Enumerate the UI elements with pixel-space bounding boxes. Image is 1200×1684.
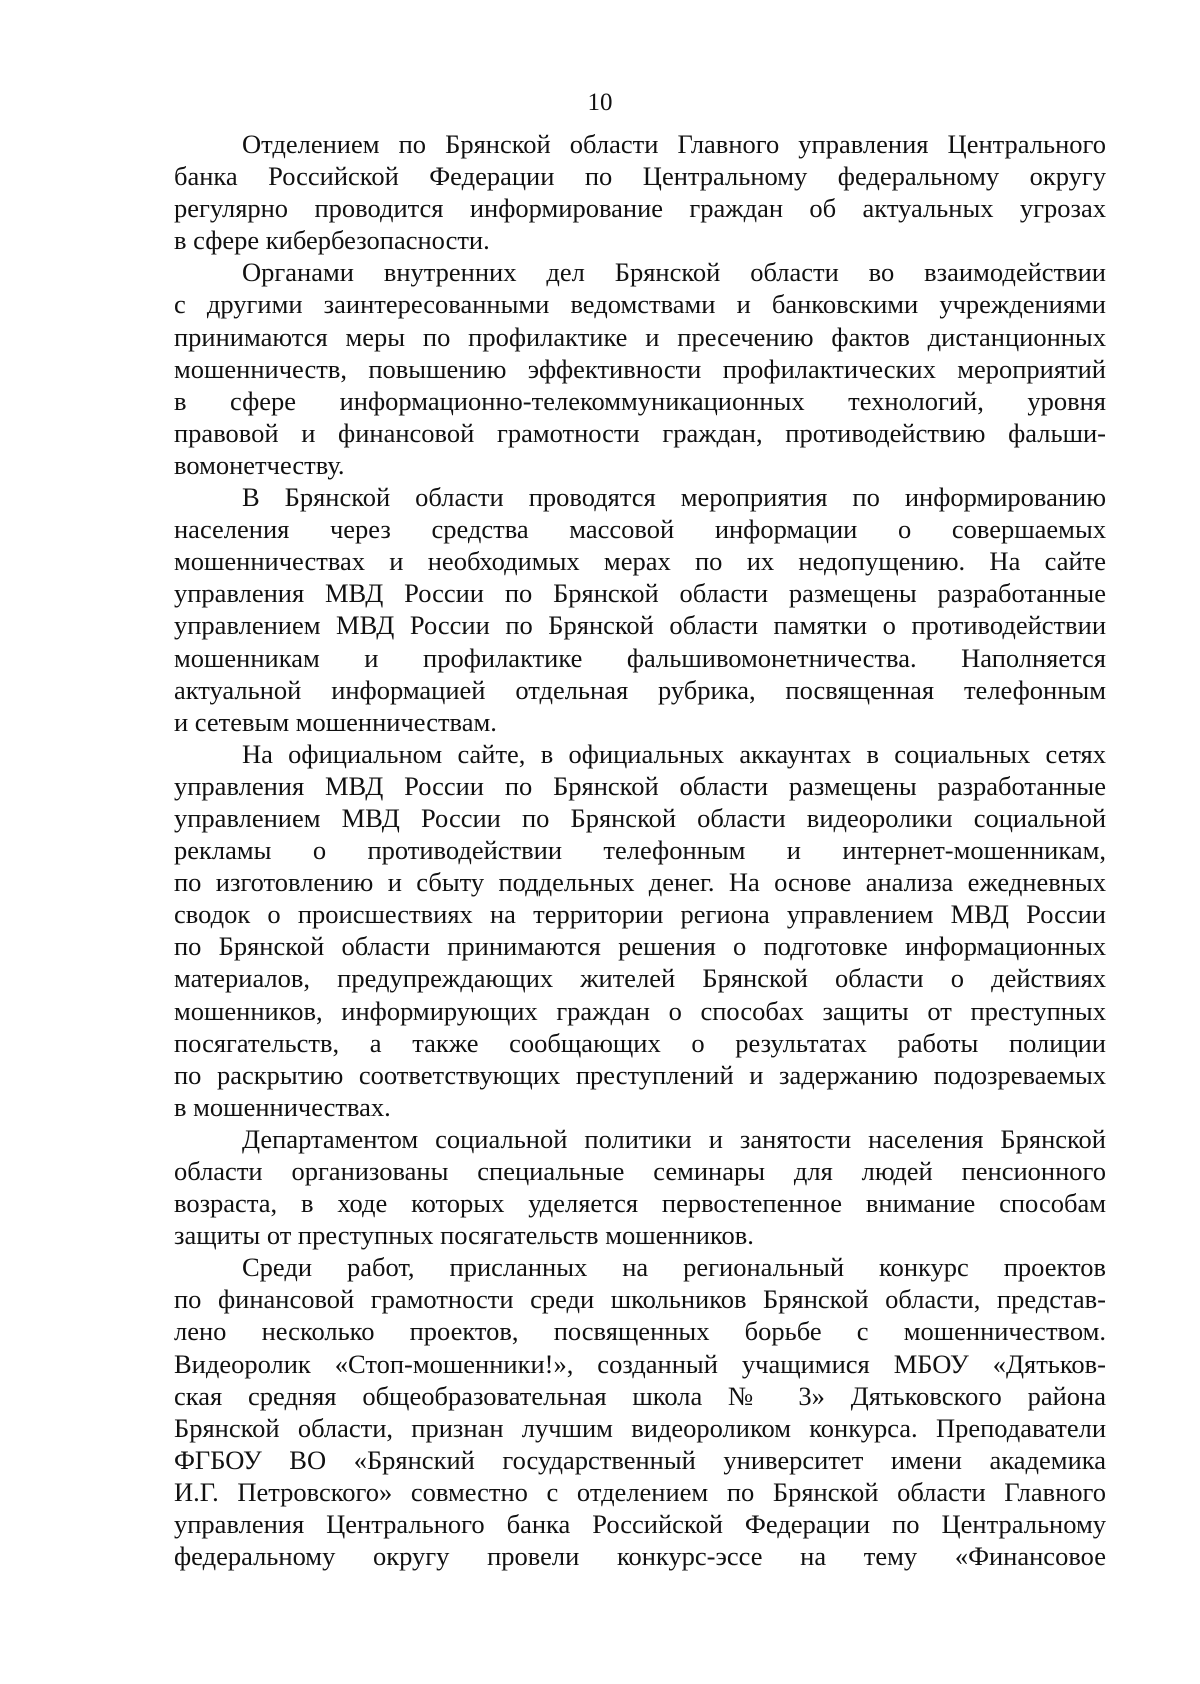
text-line: в сфере информационно-телекоммуникационных технологий, уровня	[174, 385, 1106, 416]
text-line: посягательств, а также сообщающих о результатах работы полиции	[174, 1027, 1106, 1058]
page-number: 10	[587, 89, 613, 116]
text-line: Департаментом социальной политики и занятости населения Брянской	[242, 1123, 1106, 1154]
text-line: мошенников, информирующих граждан о способах защиты от преступных	[174, 995, 1106, 1026]
text-line: принимаются меры по профилактике и пресечению фактов дистанционных	[174, 321, 1106, 352]
text-line: правовой и финансовой грамотности граждан, противодействию фальши-	[174, 417, 1106, 448]
text-line: управления МВД России по Брянской области размещены разработанные	[174, 770, 1106, 801]
text-line: Видеоролик «Стоп-мошенники!», созданный учащимися МБОУ «Дятьков-	[174, 1348, 1106, 1379]
paragraph	[174, 1251, 1106, 1572]
text-line: по изготовлению и сбыту поддельных денег. На основе анализа ежедневных	[174, 867, 1106, 898]
document-body	[174, 128, 1106, 1572]
text-line: по раскрытию соответствующих преступлений и задержанию подозреваемых	[174, 1059, 1106, 1090]
text-line: ская средняя общеобразовательная школа № 3» Дятьковского района	[174, 1380, 1106, 1411]
text-line: актуальной информацией отдельная рубрика, посвященная телефонным	[174, 674, 1106, 705]
text-line: управлением МВД России по Брянской области памятки о противодействии	[174, 610, 1106, 641]
text-line: возраста, в ходе которых уделяется первостепенное внимание способам	[174, 1188, 1106, 1219]
text-line: банка Российской Федерации по Центральному федеральному округу	[174, 161, 1106, 192]
text-line: материалов, предупреждающих жителей Брянской области о действиях	[174, 963, 1106, 994]
text-line: управления МВД России по Брянской области размещены разработанные	[174, 578, 1106, 609]
text-line: рекламы о противодействии телефонным и интернет-мошенникам,	[174, 835, 1106, 866]
text-line: населения через средства массовой информации о совершаемых	[174, 514, 1106, 545]
text-line: мошенникам и профилактике фальшивомонетничества. Наполняется	[174, 642, 1106, 673]
text-line: защиты от преступных посягательств мошенников.	[174, 1220, 754, 1251]
text-line: и сетевым мошенничествам.	[174, 706, 497, 737]
text-line: по Брянской области принимаются решения о подготовке информационных	[174, 931, 1106, 962]
paragraph	[174, 481, 1106, 738]
text-line: мошенничествах и необходимых мерах по их недопущению. На сайте	[174, 546, 1106, 577]
text-line: с другими заинтересованными ведомствами и банковскими учреждениями	[174, 289, 1106, 320]
text-line: Среди работ, присланных на региональный конкурс проектов	[242, 1252, 1106, 1283]
text-line: И.Г. Петровского» совместно с отделением по Брянской области Главного	[174, 1476, 1106, 1507]
text-line: В Брянской области проводятся мероприятия по информированию	[242, 482, 1106, 513]
text-line: На официальном сайте, в официальных аккаунтах в социальных сетях	[242, 738, 1106, 769]
paragraph	[174, 1123, 1106, 1251]
paragraph	[174, 738, 1106, 1123]
text-line: в сфере кибербезопасности.	[174, 225, 490, 256]
text-line: сводок о происшествиях на территории региона управлением МВД России	[174, 899, 1106, 930]
text-line: ФГБОУ ВО «Брянский государственный университет имени академика	[174, 1444, 1106, 1475]
text-line: федеральному округу провели конкурс-эссе на тему «Финансовое	[174, 1541, 1106, 1572]
text-line: Отделением по Брянской области Главного управления Центрального	[242, 129, 1106, 159]
text-line: Брянской области, признан лучшим видеороликом конкурса. Преподаватели	[174, 1412, 1106, 1443]
text-line: в мошенничествах.	[174, 1091, 391, 1122]
text-line: вомонетчеству.	[174, 449, 345, 480]
text-line: мошенничеств, повышению эффективности профилактических мероприятий	[174, 353, 1106, 384]
text-line: области организованы специальные семинары для людей пенсионного	[174, 1156, 1106, 1186]
text-line: регулярно проводится информирование граждан об актуальных угрозах	[174, 193, 1106, 224]
text-line: Органами внутренних дел Брянской области во взаимодействии	[242, 257, 1106, 288]
paragraph	[174, 128, 1106, 256]
text-line: лено несколько проектов, посвященных борьбе с мошенничеством.	[174, 1316, 1106, 1347]
paragraph	[174, 256, 1106, 481]
text-line: управлением МВД России по Брянской области видеоролики социальной	[174, 802, 1106, 833]
text-line: управления Центрального банка Российской Федерации по Центральному	[174, 1509, 1106, 1540]
text-line: по финансовой грамотности среди школьников Брянской области, представ-	[174, 1284, 1106, 1315]
